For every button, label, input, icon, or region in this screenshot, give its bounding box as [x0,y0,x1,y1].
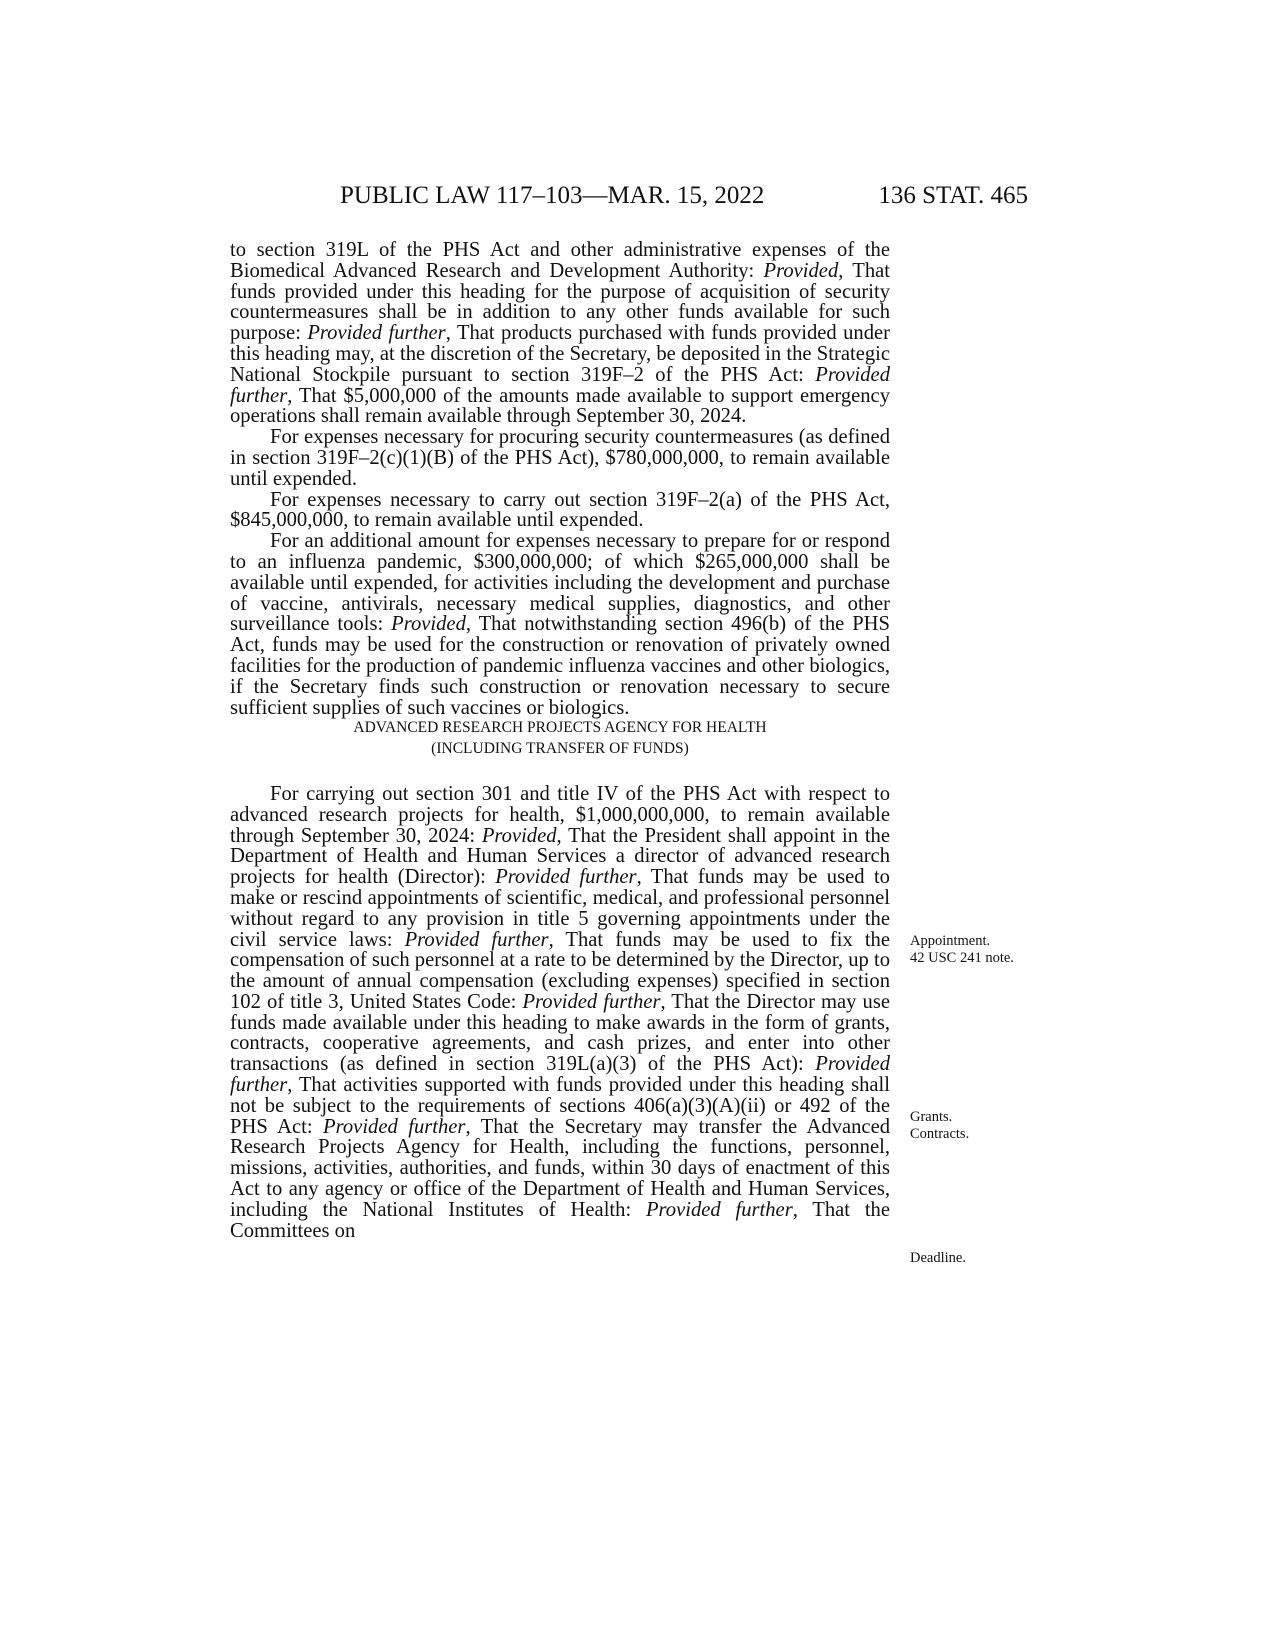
paragraph-countermeasures: For expenses necessary for procuring security countermeasures (as defined in section 319F–2(c)(1)(B) of the PHS Act), $780,000,000, to remain available until expended. [230,426,890,490]
document-body [230,240,890,1241]
margin-note-grants-contracts: Grants. Contracts. [910,1109,970,1142]
stat-page-number: 136 STAT. 465 [878,182,1028,209]
section-heading-agency: ADVANCED RESEARCH PROJECTS AGENCY FOR HEALTH [353,719,767,737]
margin-note-deadline: Deadline. [910,1250,966,1266]
paragraph-continuation: to section 319L of the PHS Act and other administrative expenses of the Biomedical Advanced Research and Development Authority: Provided, That funds provided under this heading for the purpose of acquisition of security countermeasures shall be in addition to any other funds available for such purpose: Provided further, That products purchased with funds provided under this heading may, at the discretion of the Secretary, be deposited in the Strategic National Stockpile pursuant to section 319F–2 of the PHS Act: Provided further, That $5,000,000 of the amounts made available to support emergency operations shall remain available through September 30, 2024. [230,239,891,428]
margin-note-appointment: Appointment. 42 USC 241 note. [910,933,1014,966]
page-header [230,182,1028,212]
section-subheading-transfer: (INCLUDING TRANSFER OF FUNDS) [431,740,689,758]
paragraph-stockpile: For expenses necessary to carry out section 319F–2(a) of the PHS Act, $845,000,000, to remain available until expended. [230,488,890,532]
law-title: PUBLIC LAW 117–103—MAR. 15, 2022 [340,182,765,209]
paragraph-arpa-h: For carrying out section 301 and title IV of the PHS Act with respect to advanced research projects for health, $1,000,000,000, to remain available through September 30, 2024: Provided, That the President shall appoint in the Department of Health and Human Services a director of advanced research projects for health (Director): Provided further, That funds may be used to make or rescind appointments of scientific, medical, and professional personnel without regard to any provision in title 5 governing appointments under the civil service laws: Provided further, That funds may be used to fix the compensation of such personnel at a rate to be determined by the Director, up to the amount of annual compensation (excluding expenses) specified in section 102 of title 3, United States Code: Provided further, That the Director may use funds made available under this heading to make awards in the form of grants, contracts, cooperative agreements, and cash prizes, and enter into other transactions (as defined in section 319L(a)(3) of the PHS Act): Provided further, That activities supported with funds provided under this heading shall not be subject to the requirements of sections 406(a)(3)(A)(ii) or 492 of the PHS Act: Provided further, That the Secretary may transfer the Advanced Research Projects Agency for Health, including the functions, personnel, missions, activities, authorities, and funds, within 30 days of enactment of this Act to any agency or office of the Department of Health and Human Services, including the National Institutes of Health: Provided further, That the Committees on [230,782,891,1242]
paragraph-influenza: For an additional amount for expenses necessary to prepare for or respond to an influenza pandemic, $300,000,000; of which $265,000,000 shall be available until expended, for activities including the development and purchase of vaccine, antivirals, necessary medical supplies, diagnostics, and other surveillance tools: Provided, That notwithstanding section 496(b) of the PHS Act, funds may be used for the construction or renovation of privately owned facilities for the production of pandemic influenza vaccines and other biologics, if the Secretary finds such construction or renovation necessary to secure sufficient supplies of such vaccines or biologics. [230,530,890,719]
